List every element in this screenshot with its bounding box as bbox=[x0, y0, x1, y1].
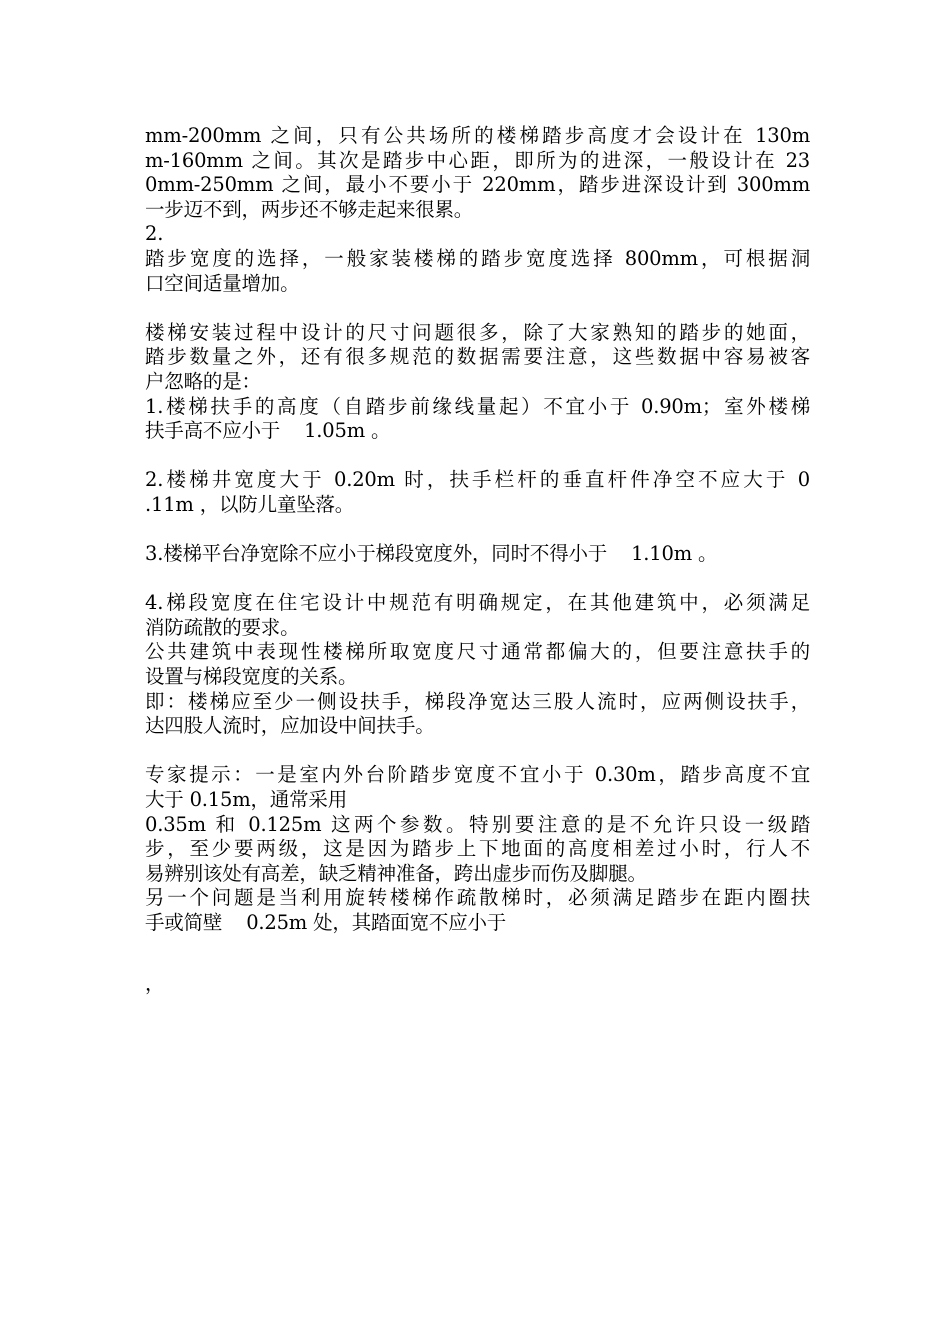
text-line: 3.楼梯平台净宽除不应小于梯段宽度外，同时不得小于 1.10m 。 bbox=[145, 542, 718, 566]
text-line: 另一个问题是当利用旋转楼梯作疏散梯时，必须满足踏步在距内圈扶 bbox=[145, 886, 810, 910]
text-line: 一步迈不到，两步还不够走起来很累。 bbox=[145, 197, 474, 221]
text-line: 即：楼梯应至少一侧设扶手，梯段净宽达三股人流时，应两侧设扶手， bbox=[145, 689, 810, 713]
trailing-comma: ， bbox=[145, 972, 165, 995]
text-line: 0.35m 和 0.125m 这两个参数。特别要注意的是不允许只设一级踏 bbox=[145, 812, 810, 836]
text-line: 2.楼梯井宽度大于 0.20m 时，扶手栏杆的垂直杆件净空不应大于 0 bbox=[145, 468, 810, 492]
text-line: 0mm-250mm 之间，最小不要小于 220mm，踏步进深设计到 300mm bbox=[145, 173, 810, 197]
text-line: 消防疏散的要求。 bbox=[145, 615, 300, 639]
text-line: mm-200mm 之间，只有公共场所的楼梯踏步高度才会设计在 130m bbox=[145, 124, 810, 147]
text-line: 手或简壁 0.25m 处，其踏面宽不应小于 bbox=[145, 911, 507, 934]
text-line: 专家提示：一是室内外台阶踏步宽度不宜小于 0.30m，踏步高度不宜 bbox=[145, 763, 810, 787]
text-line: 2. bbox=[145, 222, 164, 246]
text-line: 踏步数量之外，还有很多规范的数据需要注意，这些数据中容易被客 bbox=[145, 345, 810, 369]
text-line: 易辨别该处有高差，缺乏精神准备，跨出虚步而伤及脚腿。 bbox=[145, 861, 647, 885]
blank-line bbox=[145, 739, 810, 764]
text-line: m-160mm 之间。其次是踏步中心距，即所为的进深，一般设计在 23 bbox=[145, 148, 810, 172]
text-line: 口空间适量增加。 bbox=[145, 271, 300, 295]
text-line: 设置与梯段宽度的关系。 bbox=[145, 665, 358, 689]
text-line: 踏步宽度的选择，一般家装楼梯的踏步宽度选择 800mm，可根据洞 bbox=[145, 246, 810, 270]
text-line: 达四股人流时，应加设中间扶手。 bbox=[145, 714, 435, 738]
text-line: 公共建筑中表现性楼梯所取宽度尺寸通常都偏大的，但要注意扶手的 bbox=[145, 640, 810, 664]
blank-line bbox=[145, 444, 810, 469]
text-line: .11m ，以防儿童坠落。 bbox=[145, 492, 355, 516]
text-line: 大于 0.15m，通常采用 bbox=[145, 788, 348, 812]
blank-line bbox=[145, 567, 810, 592]
text-line: 户忽略的是： bbox=[145, 369, 261, 393]
text-line: 楼梯安装过程中设计的尺寸问题很多，除了大家熟知的踏步的她面， bbox=[145, 320, 810, 344]
blank-line bbox=[145, 518, 810, 543]
blank-line bbox=[145, 296, 810, 321]
text-line: 扶手高不应小于 1.05m 。 bbox=[145, 419, 391, 443]
text-line: 步，至少要两级，这是因为踏步上下地面的高度相差过小时，行人不 bbox=[145, 837, 810, 861]
text-line: 1.楼梯扶手的高度（自踏步前缘线量起）不宜小于 0.90m；室外楼梯 bbox=[145, 394, 810, 418]
document-body-text bbox=[145, 124, 810, 936]
text-line: 4.梯段宽度在住宅设计中规范有明确规定，在其他建筑中，必须满足 bbox=[145, 591, 810, 615]
